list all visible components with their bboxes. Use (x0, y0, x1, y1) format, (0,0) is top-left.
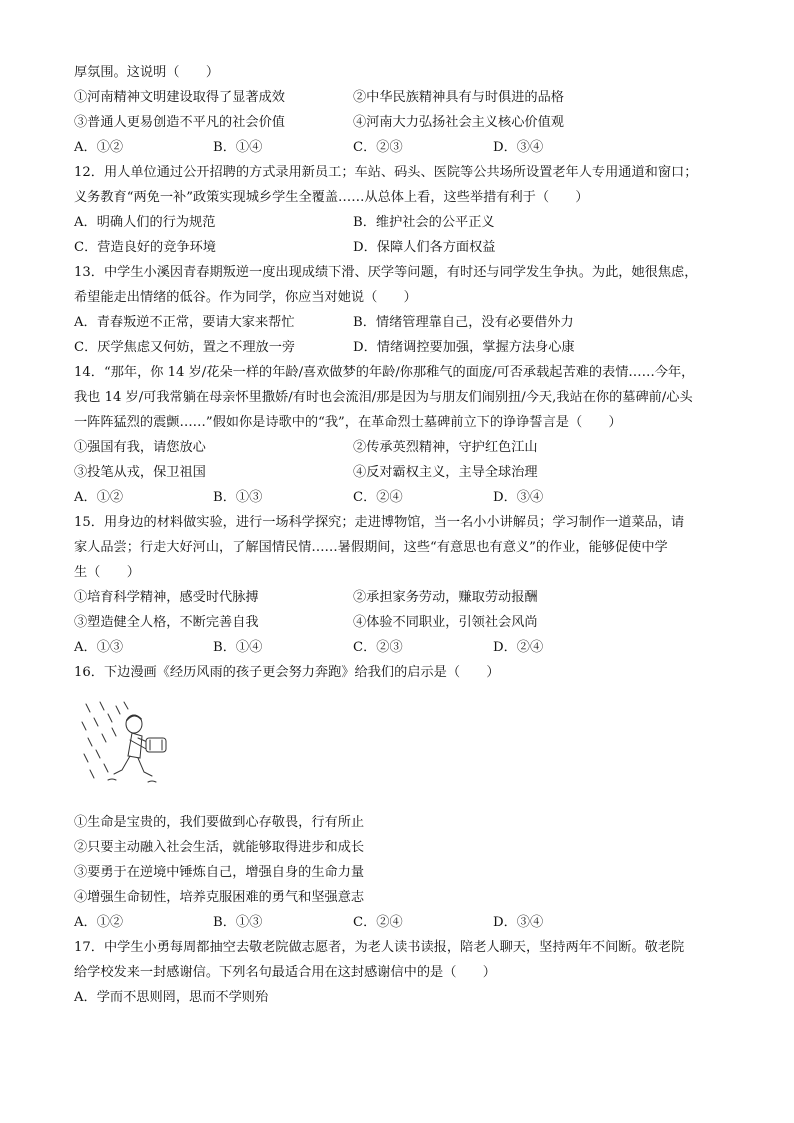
statement-2: ②承担家务劳动，赚取劳动报酬 (353, 590, 538, 605)
question-14-stem: 14．“那年，你 14 岁/花朵一样的年龄/喜欢做梦的年龄/你那稚气的面庞/可否承载起苦难的表情……今年， (74, 365, 695, 380)
statement-1: ①培育科学精神，感受时代脉搏 (74, 590, 259, 605)
choice-a: A．①② (74, 140, 124, 155)
choice-b: B．①③ (213, 915, 263, 930)
choice-d: D．情绪调控要加强，掌握方法身心康 (353, 340, 575, 355)
question-17-stem: 给学校发来一封感谢信。下列名句最适合用在这封感谢信中的是（ ） (74, 965, 496, 980)
question-12-stem: 12．用人单位通过公开招聘的方式录用新员工；车站、码头、医院等公共场所设置老年人专用通道和窗口； (74, 165, 698, 180)
choice-d: D．②④ (493, 640, 544, 655)
statement-2: ②中华民族精神具有与时俱进的品格 (353, 90, 564, 105)
choice-b: B．维护社会的公平正义 (353, 215, 495, 230)
statement-3: ③塑造健全人格，不断完善自我 (74, 615, 259, 630)
question-14-stem: 一阵阵猛烈的震颤……”假如你是诗歌中的“我”，在革命烈士墓碑前立下的诤诤誓言是（ ） (74, 415, 622, 430)
statement-2: ②传承英烈精神，守护红色江山 (353, 440, 538, 455)
choice-c: C．营造良好的竞争环境 (74, 240, 216, 255)
choice-d: D．③④ (493, 140, 544, 155)
question-15-stem: 家人品尝；行走大好河山，了解国情民情……暑假期间，这些“有意思也有意义”的作业，能够促使中学 (74, 540, 668, 555)
question-13-stem: 希望能走出情绪的低谷。作为同学，你应当对她说（ ） (74, 290, 417, 305)
choice-b: B．情绪管理靠自己，没有必要借外力 (353, 315, 574, 330)
choice-d: D．保障人们各方面权益 (353, 240, 496, 255)
choice-b: B．①④ (213, 640, 263, 655)
choice-c: C．②③ (353, 140, 403, 155)
question-16-stem: 16．下边漫画《经历风雨的孩子更会努力奔跑》给我们的启示是（ ） (74, 665, 500, 680)
statement-3: ③普通人更易创造不平凡的社会价值 (74, 115, 285, 130)
cartoon-running-child-in-rain (78, 700, 178, 800)
statement-4: ④反对霸权主义，主导全球治理 (353, 465, 538, 480)
choice-a: A．①② (74, 915, 124, 930)
question-14-stem: 我也 14 岁/可我常躺在母亲怀里撒娇/有时也会流泪/那是因为与朋友们闹别扭/今天,我站在你的墓碑前/心头 (74, 390, 693, 405)
statement-3: ③投笔从戎，保卫祖国 (74, 465, 206, 480)
choice-d: D．③④ (493, 490, 544, 505)
statement-2: ②只要主动融入社会生活，就能够取得进步和成长 (74, 840, 365, 855)
statement-4: ④增强生命韧性，培养克服困难的勇气和坚强意志 (74, 890, 365, 905)
question-13-stem: 13．中学生小溪因青春期叛逆一度出现成绩下滑、厌学等问题，有时还与同学发生争执。为此，她很焦虑， (74, 265, 698, 280)
choice-a: A．学而不思则罔，思而不学则殆 (74, 990, 269, 1005)
choice-c: C．厌学焦虑又何妨，置之不理放一旁 (74, 340, 296, 355)
choice-a: A．青春叛逆不正常，要请大家来帮忙 (74, 315, 295, 330)
question-15-stem: 生（ ） (74, 565, 140, 580)
choice-b: B．①③ (213, 490, 263, 505)
statement-4: ④河南大力弘扬社会主义核心价值观 (353, 115, 564, 130)
choice-c: C．②④ (353, 490, 403, 505)
statement-3: ③要勇于在逆境中锤炼自己，增强自身的生命力量 (74, 865, 365, 880)
statement-4: ④体验不同职业，引领社会风尚 (353, 615, 538, 630)
question-15-stem: 15．用身边的材料做实验，进行一场科学探究；走进博物馆，当一名小小讲解员；学习制作一道菜品，请 (74, 515, 685, 530)
choice-a: A．①② (74, 490, 124, 505)
question-12-stem: 义务教育“两免一补”政策实现城乡学生全覆盖……从总体上看，这些举措有利于（ ） (74, 190, 589, 205)
choice-c: C．②④ (353, 915, 403, 930)
choice-d: D．③④ (493, 915, 544, 930)
statement-1: ①河南精神文明建设取得了显著成效 (74, 90, 285, 105)
choice-a: A．①③ (74, 640, 124, 655)
choice-c: C．②③ (353, 640, 403, 655)
question-17-stem: 17．中学生小勇每周都抽空去敬老院做志愿者，为老人读书读报，陪老人聊天，坚持两年不间断。敬老院 (74, 940, 685, 955)
question-11-tail: 厚氛围。这说明（ ） (74, 65, 220, 80)
choice-a: A．明确人们的行为规范 (74, 215, 216, 230)
choice-b: B．①④ (213, 140, 263, 155)
statement-1: ①生命是宝贵的，我们要做到心存敬畏，行有所止 (74, 815, 365, 830)
statement-1: ①强国有我，请您放心 (74, 440, 206, 455)
